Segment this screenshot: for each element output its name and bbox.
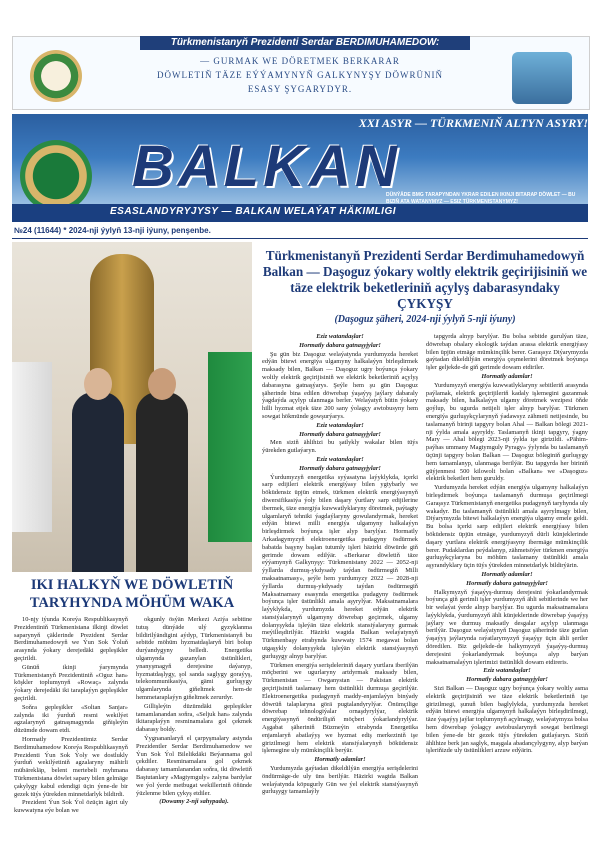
paragraph: okgunly ösýän Merkezi Aziýa sebitine tutuş dünýäde ulý gyzyklanma bildirilýändigini aýdyp, Türkmenistanyň bu sebitde möhüm hyzmatdaşlaryň biri bolup durýandygyny belledi. Energetika ulgamynda gazanylan üstünlikleri, ynanyşmagyň derejesine daýanyp, hyzmatdaşlygy, şol sanda saglygy goraýyş, telekommunikasiýa, gämi gurluşygy ulgamlarynda giňeltmek hem-de hemmetaraplaýyn giňeltmek zerurdyr. (136, 616, 252, 701)
state-emblem-icon (20, 140, 92, 212)
issue-line: №24 (11644) * 2024-nji ýylyň 13-nji iýuny, penşenbe. (14, 226, 211, 235)
address-line: Eziz watandaşlar! (483, 667, 531, 675)
paragraph: Hormatly Prezidentimiz Serdar Berdimuhamedow Koreýa Respublikasynyň Prezidenti Ýun Sok Ýoly we dostlukly ýurduň wekilýetiniň agzalaryny mähirli mübärekläp, belent mertebeli myhmana Türkmenistana döwlet sapary bilen gelmäge çakylygy kabul edendigi üçin ýene-de bir gezek tüýs ýürekden minnetdarlyk bildirdi. (14, 735, 128, 798)
address-line: Eziz watandaşlar! (316, 333, 364, 340)
left-column-1 (14, 616, 128, 816)
main-column-1 (262, 333, 418, 797)
paragraph: Ýygnananlaryň el çarpyşmalary astynda Prezidentler Serdar Berdimuhamedow we Ýun Sok Ýol Bilelikdäki Beýannama gol çekdiler. Resminamalara gol çekmek dabarasy tamamlanandan soňra, iki döwletiň Baştutanlary «Magtymguly» zalyna bardylar we ýol ýerde metbugat wekilleriniň öňünde ýüzlenme bilen çykyş etdiler. (136, 734, 252, 797)
paragraph: Ýurdumyzyň energetika syýasatyna laýyklykda, içerki sarp edijileri elektrik energiýasy bilen ygtybarly we böküdensiz üpjün etmek, türkmen elektrik energiýasynyň diwersifikasiýa ýoly bilen daşary ýurtlary sarp edijilerine ibermek, täze energiýa kuwwatlyklaryny döretmek, paýtagty ulgamlaryň tehniki ýagdaýlaryny gowulandyrmak, hereket edýän bitewi milli energiýa ulgamyny halkalaýyn birleşdirmek boýunça işler alyp barylýar. Hormatly Arkadagymyzyň elektroenergetika pudagyny ösdürmek babatda başyny başlan tutumly işleri häzirki döwürde giň gerimde dowam edilýär. «Berkarar döwletiň täze eýýamynyň Galkynyşy: Türkmenistany 2022 — 2052-nji ýyllarda durmuş-ykdysady taýdan ösdürmegiň Milli maksatnamasy», şeýle hem yurdumyzy 2022 — 2028-nji ýyllarda durmuş-ykdysady taýdan ösdürmegiň Maksatnamasy esasynda energetika pudagyny ösdürmek boýunça işler üstünlikli amala aşyrylýar. Maksatnamalara laýyklykda, yurdumyzda hereket edýän elektrik stansiýalarynyň ulgamyny döwrebap geçirmek, ulgamy dolanyşykda işleýän täze elektrik stansiýalaryny gurmak meýilleşdirilýär. Häzirki wagtda Balkan welaýatynyň Türkmenbaşy etrabynda kuwwaty 1574 megawat bolan utgaşykly dolanyşykda işleýän elektrik stansiýasynyň gurluşygy alnyp barylýar. (262, 473, 418, 660)
address-line: Eziz watandaşlar! (316, 455, 364, 463)
address-line: Hormatly dabara gatnaşyjylar! (299, 341, 381, 349)
main-subheadline: (Daşoguz şäheri, 2024-nji ýylyň 5-nji iýuny) (334, 314, 516, 325)
masthead-subtitle: ESASLANDYRYJYSY — BALKAN WELAÝAT HÄKIMLIGI (110, 206, 397, 217)
paragraph: Gillişleýin düzümdäki gepleşikler tamamlanandan soňra, «Seljuk han» zalynda ikitaraplaýyn resminamalara gol çekmek dabarasy boldy. (136, 702, 252, 734)
emblem-left-icon (30, 50, 82, 102)
paragraph: Yurdumyzda hereket edýän energiýa ulgamyny halkalaýyn birleşdirmek boýunça taslamanyň durmuşa geçirilmegi Garaşsyz Türkmenistanyň energetika pudagynyň taryhynda uly wakadyr. Bu taslamanyň üstünlikli amala aşyrylmagy bilen, Diýarymyzda bitewi halkalaýyn energiýa ulgamy emele geldi. Bu bolsa içerki sarp edijileri elektrik energiýasy bilen böküdensiz üpjün etmäge, yurdumyzyň dürli künjeklerinde daşary yurtlara elektrik energiýasyny ibermäge mümkinçilik berer. Pudaklardan peýdalanyp, zähmetsöýer türkmen energiýa gurluşykçylaryna bu möhüm taslamany üstünlikli amala aşyrandyklary üçin tüýs ýürekden minnetdarlyk bildirýärin. (426, 484, 588, 570)
address-line: Hormatly dabara gatnaşyjylar! (466, 676, 548, 684)
left-headline: IKI HALKYŇ WE DÖWLETIŇ TARYHYNDA MÖHÜM WAKA (29, 577, 235, 611)
address-line: Hormatly adamlar! (481, 570, 533, 578)
newspaper-logo: BALKAN (132, 134, 401, 199)
masthead-slogan: XXI ASYR — TÜRKMENIŇ ALTYN ASYRY! (358, 116, 588, 130)
paragraph: tapgyrda alnyp barylýar. Bu bolsa sebitde gurulýan täze, döwrebap obalary ekologik taýdan arassa elektrik energiýasy bilen üpjün etmäge mümkinçilik berer. Garaşsyz Diýarymyzda gaýtadan dikeldilýän energiýa çeşmelerini döretmek boýunça işler geljekde-de giň gerimde dowam etdiriler. (426, 333, 588, 372)
address-line: Hormatly adamlar! (314, 756, 366, 764)
flag-left (12, 362, 52, 532)
main-headline: Türkmenistanyň Prezidenti Serdar Berdimuhamedowyň Balkan — Daşoguz ýokary woltly elektrik geçirijisiniň we täze elektrik beketleriniň açylyş dabarasyndaky ÇYKYŞY (262, 248, 588, 311)
paragraph: Sizi Balkan — Daşoguz ugry boýunça ýokary woltly asma elektrik geçirijisiniň we täze elektrik beketleriniň işe girizilmegi, şunuň bilen baglylykda, yurdumyzda hereket edýän bitewi energiýa ulgamynyň halkalaýyn birleşdirilmegi, täze ýaşaýyş jaýlar toplumynyň açylmagy, welaýatymyza bolsa hem döwrebap ýolagçy awtobuslarynyň sowgat berilmegi bilen ýene-de bir gezek tüýs ýürekden gutlaýaryn. Siziň ählihize berk jan saglyk, maşgala abadançylygyny, alyp barýan işleriňizde uly üstünlikleri arzuw edýärin. (426, 685, 588, 755)
person-right (136, 392, 188, 572)
person-right-head (148, 368, 176, 400)
left-column-2 (136, 616, 252, 806)
person-left-head (84, 368, 112, 400)
paragraph: Türkmen energiýa serişdeleriniň daşary yurtlara iberilýän möçberini we ugurlaryny artdyrmak maksady bilen, Türkmenistan — Owganystan — Pakistan elektrik geçirijisiniň taslamasy hem üstünlikli durmuşa geçirilýär. Elektroenergetika pudagynyň maddy-enjamlaýyn binýady döwrüň talaplaryna görä pugtalandyrylýar. Önümçilige döwrebap tehnologiýalar ornaşdyrylýar, elektrik energiýasynyň öndürilişiň möçberi ýokarlandyrylýar. Aşgabat şäheriniň Büzmeýin etrabynda Energetika enjamlaryň abatlaýyş we hyzmat ediş merkeziniň işe girizilmegi hem elektrik stansiýalarynyň böküdensiz işlemegine uly mümkinçilik berýär. (262, 661, 418, 755)
paragraph: Men siziň ählihizi bu şatlykly wakalar bilen tüýs ýürekden gutlaýaryn. (262, 439, 418, 455)
address-line: Hormatly adamlar! (481, 372, 533, 380)
paragraph: Prezident Ýun Sok Ýol özüçin ägirt uly kuwwatyna eýe bolan we (14, 799, 128, 815)
banner-line-3: ESASY ŞYGARYDYR. (247, 84, 353, 94)
divider (12, 238, 588, 239)
paragraph: Yurdumyzda gaýtadan dikeldilýän energiýa serişdelerini öndürmäge-de uly üns berilýär. Häzirki wagtda Balkan welaýatynda köpugurly Gün we ýel elektrik stansiýasynyň gurluşygy tamamlaýly (262, 765, 418, 796)
continuation-note: (Dowamy 2-nji sahypada). (159, 798, 229, 806)
person-left (72, 392, 124, 572)
banner-title: Türkmenistanyň Prezidenti Serdar BERDIMUHAMEDOW: (140, 36, 470, 50)
flag-right (208, 352, 252, 542)
address-line: Eziz watandaşlar! (316, 421, 364, 429)
paragraph: Şu gün biz Daşoguz welaýatynda yurdumyzda hereket edýän bitewi energiýa ulgamyny halkalaýyn birleşdirmek maksady bilen, Balkan — Daşoguz ugry boýunça ýokary woltly elektrik geçirijisiniň we elektrik beketleriniň açylyş dabarasyna gatnaşýarys. Şeýle hem şu gün Daşoguz şäherinde bina edilen döwrebap ýaşaýyş jaýlary dabaraly ýagdaýda açylyp ulanmaga berler. Welaýatyň bütin ýokary hilli hyzmat etjek täze 200 sany ýolagçy awtobusyny hem sowgat hökmünde gowşurýarys. (262, 350, 418, 420)
paragraph: Halkymyzyň ýaşaýyş-durmuş derejesini ýokarlandyrmak boýunça giň gerimli işler yurdumyzyň ähli sebitlerinde we her bir welaýat ýerde alnyp barylýar. Bu ugurda maksatnamalara laýyklykda, ýurdumyzyň ähli künjeklerinde döwrebap ýaşaýyş jaýlary we durmuş maksatly desgalar açylyp ulanmaga berilýär. Daşoguz welaýatynyň Daşoguz şäherinde täze gurlan ýaşaýyş jaýlarynda raýatlarymyzyň ýaşaýşy üçin ähli şertler döredilen. Biz geljekde-de halkymyzyň ýaşaýyş-durmuş derejesini ýokarlandyrmak boýunça alyp barýan maksatnamalaýyn işlerimizi üstünlikli dowam etdireris. (426, 588, 588, 666)
paragraph: Günüň ikinji ýarymynda Türkmenistanyň Prezidentiniň «Oguz han» köşkler toplumynyň «Rowaç» zalynda ýokary derejedäki iki taraplaýyn gepleşikler geçirildi. (14, 663, 128, 702)
lead-photo (12, 242, 252, 572)
main-column-2 (426, 333, 588, 756)
paragraph: Soňra gepleşikler «Soltan Sanjar» zalynda iki ýurduň resmi wekilýet agzalarynyň gatnaşmagynda giňişleýin düzümde dowam etdi. (14, 703, 128, 735)
banner-line-2: DÖWLETIŇ TÄZE EÝÝAMYNYŇ GALKYNYŞY DÖWRÜNIŇ (157, 70, 443, 80)
masthead-note: DÜNÝÄDE BMG TARAPYNDAN YKRAR EDILEN IKINJI BITARAP DÖWLET — BU BIZIŇ ATA WATANYMYZ — ESIZ TÜRKMENISTANYMYZ! (386, 192, 576, 205)
paragraph: 10-njy iýunda Koreýa Respublikasynyň Prezidentiniň Türkmenistana ilkinji döwlet saparynyň çäklerinde Prezident Serdar Berdimuhamedowyň we Ýun Sok Ýoluň arasynda ýokary derejedäki gepleşikler geçirildi. (14, 616, 128, 662)
banner-line-1: — GURMAK WE DÖRETMEK BERKARAR (200, 56, 400, 66)
address-line: Hormatly dabara gatnaşyjylar! (299, 464, 381, 472)
emblem-right-icon (512, 52, 572, 104)
address-line: Hormatly dabara gatnaşyjylar! (299, 430, 381, 438)
paragraph: Yurdumyzyň energiýa kuwwatlyklaryny sebitleriň arasynda paýlamak, elektrik geçirijileriň kadaly işlemegini gazanmak maksady bilen, halkalaýyn ulgamy döretmek wezipesi öňde goýlup, bu ugurda netijeli işler alnyp barylýar. Türkmen energiýa gurluşykçylarynyň ýadawsyz zähmeti netijesinde, bu taslamanyň birinji tapgyry bolan Ahal — Balkan bölegi 2021-nji ýylda amala aşyryldy. Taslamanyň ikinji tapgyry, ýagny Mary — Ahal bölegi 2023-nji ýylda işe girizildi. «Pähim-paýhas ummany Magtymguly Pyragy» ýylynda bu taslamanyň üçünji tapgyry bolan Balkan — Daşoguz böleginiň gurluşygy hem tamamlanyp, ulanmaga berilýär. Bu tapgyrda her biriniň güýjenmesi 500 kilowolt bolan «Balkan» we «Daşoguz» elektrik beketleri hem guruldy. (426, 381, 588, 483)
address-line: Hormatly dabara gatnaşyjylar! (466, 579, 548, 587)
